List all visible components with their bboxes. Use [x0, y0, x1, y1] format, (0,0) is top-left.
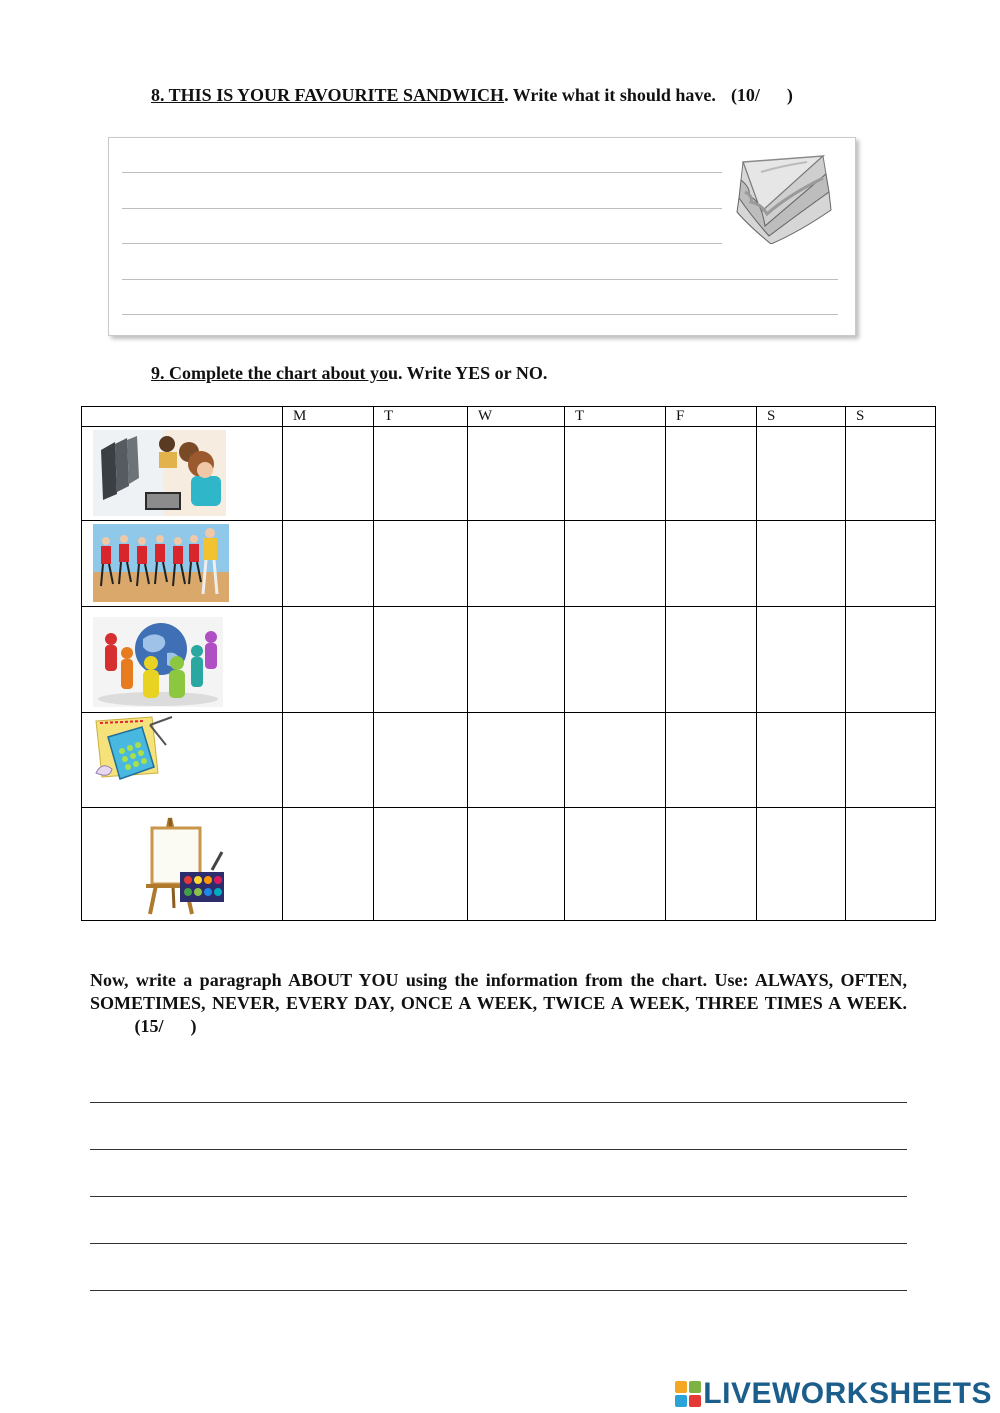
activity-image-cell — [82, 607, 283, 712]
day-header: T — [565, 407, 666, 427]
day-header: S — [846, 407, 936, 427]
day-header: S — [757, 407, 846, 427]
answer-line[interactable] — [122, 172, 722, 173]
answer-cell[interactable] — [565, 712, 666, 807]
chart-row — [82, 712, 936, 807]
activity-chart — [81, 406, 936, 921]
paragraph-answer-line[interactable] — [90, 1196, 907, 1197]
paragraph-score: (15/ ) — [134, 1016, 197, 1036]
answer-cell[interactable] — [374, 807, 468, 920]
answer-cell[interactable] — [666, 521, 757, 607]
activity-image-cell — [82, 807, 283, 920]
answer-cell[interactable] — [374, 607, 468, 712]
sandwich-answer-box — [108, 137, 856, 336]
answer-cell[interactable] — [283, 427, 374, 521]
paragraph-answer-line[interactable] — [90, 1102, 907, 1103]
activity-image-cell — [82, 521, 283, 607]
q8-heading — [151, 85, 793, 106]
answer-cell[interactable] — [757, 807, 846, 920]
paragraph-answer-line[interactable] — [90, 1243, 907, 1244]
answer-cell[interactable] — [468, 427, 565, 521]
computer-class-image — [93, 430, 226, 516]
liveworksheets-logo-icon — [675, 1381, 701, 1407]
chart-row — [82, 427, 936, 521]
calculator-math-image — [92, 715, 176, 787]
answer-line[interactable] — [122, 208, 722, 209]
answer-cell[interactable] — [283, 807, 374, 920]
answer-cell[interactable] — [846, 807, 936, 920]
answer-cell[interactable] — [666, 807, 757, 920]
paragraph-answer-line[interactable] — [90, 1149, 907, 1150]
answer-cell[interactable] — [757, 427, 846, 521]
day-header: W — [468, 407, 565, 427]
answer-cell[interactable] — [846, 712, 936, 807]
q8-title: 8. THIS IS YOUR FAVOURITE SANDWICH — [151, 85, 505, 105]
answer-cell[interactable] — [565, 807, 666, 920]
answer-cell[interactable] — [283, 712, 374, 807]
answer-cell[interactable] — [374, 521, 468, 607]
answer-cell[interactable] — [846, 521, 936, 607]
chart-corner-cell — [82, 407, 283, 427]
answer-cell[interactable] — [565, 607, 666, 712]
activity-image-cell — [82, 712, 283, 807]
children-exercising-image — [93, 524, 229, 602]
answer-cell[interactable] — [468, 712, 565, 807]
liveworksheets-logo-text: LIVEWORKSHEETS — [703, 1377, 992, 1410]
paragraph-instruction — [90, 969, 907, 1038]
answer-cell[interactable] — [283, 607, 374, 712]
chart-row — [82, 807, 936, 920]
q9-title: 9. Complete the chart about yo — [151, 363, 388, 383]
sandwich-image — [731, 152, 843, 244]
chart-row — [82, 607, 936, 712]
answer-cell[interactable] — [757, 712, 846, 807]
answer-cell[interactable] — [374, 712, 468, 807]
chart-row — [82, 521, 936, 607]
activity-image-cell — [82, 427, 283, 521]
answer-cell[interactable] — [374, 427, 468, 521]
day-header: F — [666, 407, 757, 427]
q8-instruction: . Write what it should have. — [504, 85, 716, 105]
q9-heading — [151, 363, 547, 384]
answer-line[interactable] — [122, 243, 722, 244]
q9-instruction: u. Write YES or NO. — [387, 363, 548, 383]
day-header: M — [283, 407, 374, 427]
chart-header-row — [82, 407, 936, 427]
answer-line[interactable] — [122, 314, 838, 315]
answer-cell[interactable] — [846, 607, 936, 712]
q8-score: (10/ ) — [730, 85, 793, 105]
answer-cell[interactable] — [757, 607, 846, 712]
answer-cell[interactable] — [565, 521, 666, 607]
liveworksheets-logo — [675, 1376, 992, 1412]
answer-cell[interactable] — [666, 712, 757, 807]
answer-cell[interactable] — [666, 427, 757, 521]
answer-cell[interactable] — [468, 607, 565, 712]
paragraph-text: Now, write a paragraph ABOUT YOU using the information from the chart. Use: ALWAYS, OFTEN, SOMETIMES, NEVER, EVERY DAY, ONCE A WEEK, TWICE A WEEK, THREE TIMES A WEEK. — [90, 970, 907, 1013]
people-around-globe-image — [93, 617, 223, 707]
answer-cell[interactable] — [565, 427, 666, 521]
day-header: T — [374, 407, 468, 427]
answer-cell[interactable] — [666, 607, 757, 712]
answer-cell[interactable] — [283, 521, 374, 607]
answer-cell[interactable] — [468, 521, 565, 607]
answer-line[interactable] — [122, 279, 838, 280]
answer-cell[interactable] — [468, 807, 565, 920]
answer-cell[interactable] — [757, 521, 846, 607]
easel-paints-image — [140, 816, 224, 916]
answer-cell[interactable] — [846, 427, 936, 521]
paragraph-answer-line[interactable] — [90, 1290, 907, 1291]
